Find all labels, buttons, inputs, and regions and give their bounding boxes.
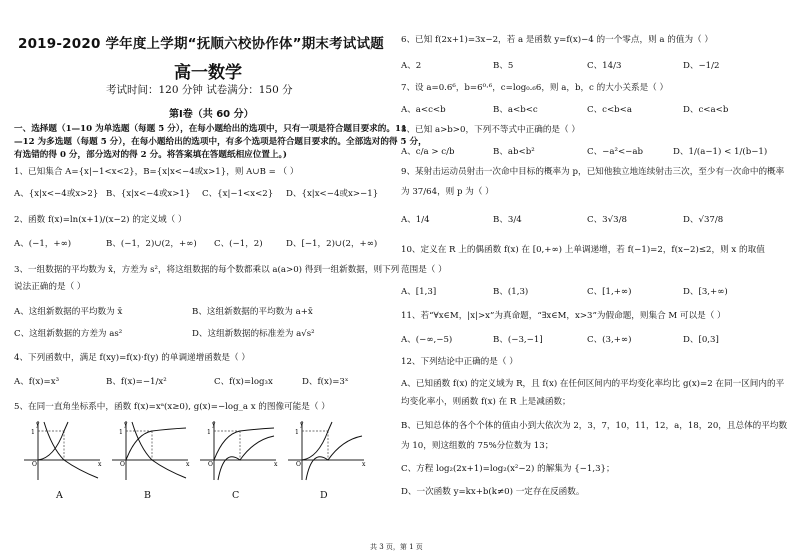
svg-text:1: 1 bbox=[207, 429, 211, 436]
q9-option-a[interactable]: A、1/4 bbox=[401, 215, 430, 225]
q7-option-a[interactable]: A、a<c<b bbox=[401, 105, 446, 115]
svg-text:x: x bbox=[274, 461, 278, 468]
question-3-stem-2: 说法正确的是（ ） bbox=[14, 282, 86, 292]
q12-option-d[interactable]: D、一次函数 y=kx+b(k≠0) 一定存在反函数。 bbox=[401, 487, 585, 497]
question-10-stem-2: 范围是（ ） bbox=[401, 265, 447, 275]
question-11-stem: 11、若“∀x∈M，|x|>x”为真命题，“∃x∈M，x>3”为假命题，则集合 M 可以是（ ） bbox=[401, 311, 726, 321]
graph-label-b: B bbox=[144, 490, 151, 501]
q10-option-b[interactable]: B、(1,3) bbox=[493, 287, 529, 297]
q2-option-a[interactable]: A、(−1，+∞) bbox=[14, 239, 72, 249]
svg-text:O: O bbox=[32, 461, 37, 468]
q2-option-b[interactable]: B、(−1，2)∪(2，+∞) bbox=[106, 239, 197, 249]
graph-b[interactable] bbox=[106, 418, 192, 484]
question-9-stem-2: 为 37/64，则 p 为（ ） bbox=[401, 187, 494, 197]
q8-option-a[interactable]: A、c/a > c/b bbox=[401, 147, 455, 157]
q8-option-c[interactable]: C、−a²<−ab bbox=[587, 147, 643, 157]
instructions-line-1: 一、选择题（1—10 为单选题（每题 5 分），在每小题给出的选项中，只有一项是符合题目要求的。11 bbox=[14, 124, 407, 134]
q1-option-d[interactable]: D、{x|x<−4或x>−1} bbox=[286, 189, 379, 199]
exam-subject: 高一数学 bbox=[174, 63, 242, 83]
graph-label-a: A bbox=[56, 490, 63, 501]
question-6-stem: 6、已知 f(2x+1)=3x−2，若 a 是函数 y=f(x)−4 的一个零点，则 a 的值为（ ） bbox=[401, 35, 713, 45]
q4-option-b[interactable]: B、f(x)=−1/x² bbox=[106, 377, 167, 387]
q11-option-c[interactable]: C、(3,+∞) bbox=[587, 335, 632, 345]
svg-text:x: x bbox=[362, 461, 366, 468]
question-4-stem: 4、下列函数中，满足 f(xy)=f(x)·f(y) 的单调递增函数是（ ） bbox=[14, 353, 250, 363]
svg-text:1: 1 bbox=[31, 429, 35, 436]
q2-option-c[interactable]: C、(−1，2) bbox=[214, 239, 263, 249]
svg-text:1: 1 bbox=[295, 429, 299, 436]
q6-option-d[interactable]: D、−1/2 bbox=[683, 61, 720, 71]
q7-option-b[interactable]: B、a<b<c bbox=[493, 105, 538, 115]
q12-option-b-line-1[interactable]: B、已知总体的各个个体的值由小到大依次为 2，3，7，10，11，12，a，18，20，且总体的平均数 bbox=[401, 421, 788, 431]
q4-option-c[interactable]: C、f(x)=log₃x bbox=[214, 377, 273, 387]
q12-option-b-line-2[interactable]: 为 10，则这组数的 75%分位数为 13； bbox=[401, 441, 554, 451]
svg-text:y: y bbox=[212, 421, 216, 428]
svg-text:x: x bbox=[186, 461, 190, 468]
question-7-stem: 7、设 a=0.6⁶，b=6⁰·⁶，c=log₀.₆6，则 a，b，c 的大小关系是（ ） bbox=[401, 83, 669, 93]
svg-text:O: O bbox=[208, 461, 213, 468]
q8-option-b[interactable]: B、ab<b² bbox=[493, 147, 535, 157]
q7-option-d[interactable]: D、c<a<b bbox=[683, 105, 729, 115]
q6-option-b[interactable]: B、5 bbox=[493, 61, 514, 71]
question-12-stem: 12、下列结论中正确的是（ ） bbox=[401, 357, 518, 367]
instructions-line-3: 有选错的得 0 分，部分选对的得 2 分。将答案填在答题纸相应位置上。) bbox=[14, 150, 287, 160]
graph-label-c: C bbox=[232, 490, 240, 501]
question-2-stem: 2、函数 f(x)=ln(x+1)/(x−2) 的定义域（ ） bbox=[14, 215, 187, 225]
exam-meta: 考试时间：120 分钟 试卷满分：150 分 bbox=[106, 84, 293, 96]
svg-text:y: y bbox=[300, 421, 304, 428]
question-10-stem-1: 10、定义在 R 上的偶函数 f(x) 在 [0,+∞) 上单调递增，若 f(−1)=2，f(x−2)≤2，则 x 的取值 bbox=[401, 245, 765, 255]
part-heading: 第Ⅰ卷（共 60 分） bbox=[169, 109, 254, 120]
q3-option-c[interactable]: C、这组新数据的方差为 as² bbox=[14, 329, 123, 339]
svg-text:y: y bbox=[124, 421, 128, 428]
q10-option-c[interactable]: C、[1,+∞) bbox=[587, 287, 632, 297]
q7-option-c[interactable]: C、c<b<a bbox=[587, 105, 633, 115]
exam-title: 2019-2020 学年度上学期“抚顺六校协作体”期末考试试题 bbox=[18, 36, 384, 52]
q8-option-d[interactable]: D、1/(a−1) < 1/(b−1) bbox=[673, 147, 768, 157]
graph-label-d: D bbox=[320, 490, 328, 501]
q11-option-b[interactable]: B、(−3,−1] bbox=[493, 335, 543, 345]
q3-option-a[interactable]: A、这组新数据的平均数为 x̄ bbox=[14, 307, 123, 317]
graph-c[interactable] bbox=[194, 418, 280, 484]
q1-option-c[interactable]: C、{x|−1<x<2} bbox=[202, 189, 274, 199]
svg-text:O: O bbox=[120, 461, 125, 468]
question-1-stem: 1、已知集合 A={x|−1<x<2}，B={x|x<−4或x>1}，则 A∪B = （ ） bbox=[14, 167, 299, 177]
q10-option-a[interactable]: A、[1,3] bbox=[401, 287, 437, 297]
instructions-line-2: —12 为多选题（每题 5 分），在每小题给出的选项中，有多个选项是符合题目要求的。全部选对的得 5 分， bbox=[14, 137, 427, 147]
q6-option-a[interactable]: A、2 bbox=[401, 61, 422, 71]
q6-option-c[interactable]: C、14/3 bbox=[587, 61, 622, 71]
q3-option-d[interactable]: D、这组新数据的标准差为 a√s² bbox=[192, 329, 315, 339]
q12-option-a-line-2[interactable]: 均变化率小，则函数 f(x) 在 R 上是减函数； bbox=[401, 397, 571, 407]
q11-option-d[interactable]: D、[0,3] bbox=[683, 335, 719, 345]
question-5-stem: 5、在同一直角坐标系中，函数 f(x)=xᵃ(x≥0), g(x)=−log_a x 的图像可能是（ ） bbox=[14, 402, 330, 412]
q10-option-d[interactable]: D、[3,+∞) bbox=[683, 287, 728, 297]
graph-d[interactable] bbox=[282, 418, 368, 484]
question-9-stem-1: 9、某射击运动员射击一次命中目标的概率为 p，已知他独立地连续射击三次，至少有一次命中的概率 bbox=[401, 167, 785, 177]
q4-option-d[interactable]: D、f(x)=3ˣ bbox=[302, 377, 349, 387]
svg-text:x: x bbox=[98, 461, 102, 468]
q9-option-d[interactable]: D、√37/8 bbox=[683, 215, 724, 225]
q12-option-a-line-1[interactable]: A、已知函数 f(x) 的定义域为 R，且 f(x) 在任何区间内的平均变化率均比 g(x)=2 在同一区间内的平 bbox=[401, 379, 785, 389]
page-footer: 共 3 页，第 1 页 bbox=[370, 543, 423, 551]
q3-option-b[interactable]: B、这组新数据的平均数为 a+x̄ bbox=[192, 307, 313, 317]
svg-text:O: O bbox=[296, 461, 301, 468]
q2-option-d[interactable]: D、[−1，2)∪(2，+∞) bbox=[286, 239, 378, 249]
question-8-stem: 8、已知 a>b>0，下列不等式中正确的是（ ） bbox=[401, 125, 580, 135]
q9-option-b[interactable]: B、3/4 bbox=[493, 215, 522, 225]
question-3-stem-1: 3、一组数据的平均数为 x̄，方差为 s²，将这组数据的每个数都乘以 a(a>0) 得到一组新数据，则下列 bbox=[14, 265, 400, 275]
graph-a[interactable] bbox=[18, 418, 104, 484]
q4-option-a[interactable]: A、f(x)=x³ bbox=[14, 377, 60, 387]
svg-text:1: 1 bbox=[119, 429, 123, 436]
q9-option-c[interactable]: C、3√3/8 bbox=[587, 215, 627, 225]
q12-option-c[interactable]: C、方程 log₂(2x+1)=log₂(x²−2) 的解集为 {−1,3}； bbox=[401, 464, 615, 474]
q1-option-a[interactable]: A、{x|x<−4或x>2} bbox=[14, 189, 99, 199]
svg-text:y: y bbox=[36, 421, 40, 428]
q1-option-b[interactable]: B、{x|x<−4或x>1} bbox=[106, 189, 191, 199]
q11-option-a[interactable]: A、(−∞,−5) bbox=[401, 335, 453, 345]
